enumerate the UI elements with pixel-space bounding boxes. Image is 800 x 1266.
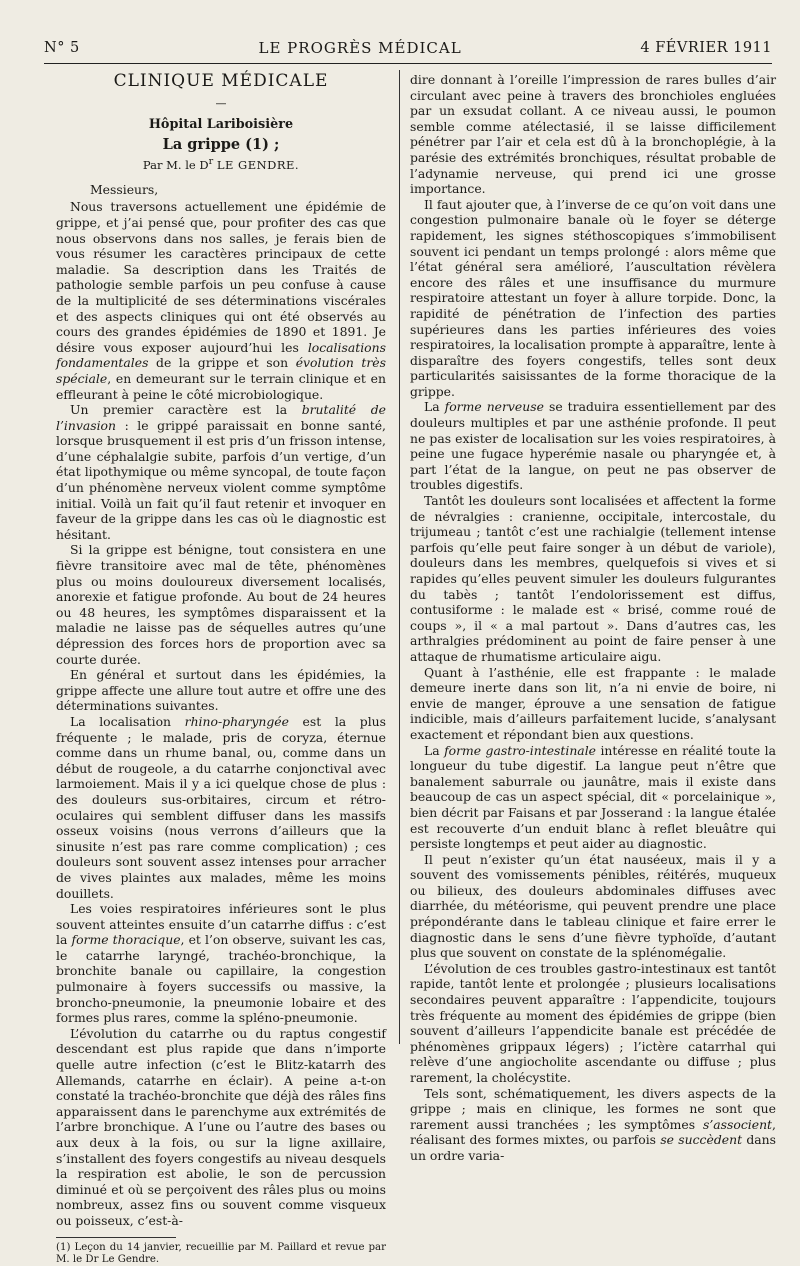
section-title: CLINIQUE MÉDICALE xyxy=(113,71,329,91)
text-run: Un premier caractère est la xyxy=(70,402,288,418)
emphasis: se succèdent xyxy=(660,1132,743,1148)
paragraph xyxy=(56,199,386,402)
paragraph: dire donnant à l’oreille l’impression de rares bulles d’air circulant avec peine à travers des bronchioles engluées par un exsudat collant. A ce niveau aussi, le poumon semble comme atélectasié, il se laisse difficilement pénétrer par l’air et cela est dû à la bronchoplégie, à la parésie des extrémités bronchiques, résultat probable de l’adynamie nerveuse, qui prend ici une grosse importance. xyxy=(410,72,776,197)
text-run: La localisation xyxy=(70,713,172,729)
text-run: , réalisant des formes mixtes, ou parfois xyxy=(410,1116,776,1148)
title-separator: — xyxy=(215,96,227,110)
text-run: dans un ordre varia- xyxy=(410,1132,777,1163)
issue-date: 4 FÉVRIER 1911 xyxy=(640,40,772,56)
paragraph: L’évolution de ces troubles gastro-intestinaux est tantôt rapide, tantôt lente et prolongée ; plusieurs localisations secondaires peuvent apparaître : l’appendicite, toujours très fréquente au moment des épidémies de grippe (bien souvent d’ailleurs l’appendicite banale est précédée de phénomènes grippaux légers) ; l’ictère catarrhal qui relève d’une angiocholite ascendante ou diffuse ; plus rarement, la cholécystite. xyxy=(410,960,776,1085)
footnote-rule xyxy=(56,1237,176,1238)
author-sup: r xyxy=(208,156,214,168)
text-run: La xyxy=(424,742,440,758)
text-run: : le grippé paraissait en bonne santé, lorsque brusquement il est pris d’un frisson intense, d’une céphalalgie subite, parfois d’un vertige, d’un état lipothymique ou même syncopal, de toute façon d’un phénomène nerveux violent comme symptôme initial. Voilà un fait qu’il faut retenir et invoquer en faveur de la grippe dans les cas où le diagnostic est hésitant. xyxy=(56,417,386,542)
salutation: Messieurs, xyxy=(90,181,159,197)
column-divider xyxy=(399,70,400,1044)
author-prefix: Par M. le D xyxy=(142,158,209,173)
hospital-name: Hôpital Lariboisière xyxy=(148,117,294,133)
emphasis: forme thoracique xyxy=(71,932,181,948)
paragraph: En général et surtout dans les épidémies, la grippe affecte une allure tout autre et offre une des déterminations suivantes. xyxy=(56,667,386,714)
left-column xyxy=(56,72,386,1266)
emphasis: brutalité de l’invasion xyxy=(56,402,386,433)
article-title: La grippe (1) ; xyxy=(162,135,280,153)
paragraph xyxy=(56,714,386,901)
text-run: se traduira essentiellement par des douleurs multiples et par une asthénie profonde. Il peut ne pas exister de localisation sur les voies respiratoires, à peine une fugace hyperémie nasale ou pharyngée et, à part l’état de la langue, on peut ne pas observer de troubles digestifs. xyxy=(410,399,776,493)
paragraph: Il faut ajouter que, à l’inverse de ce qu’on voit dans une congestion pulmonaire banale où le foyer se déterge rapidement, les signes stéthoscopiques s’immobilisent souvent ici pendant un temps prolongé : alors même que l’état général sera amélioré, l’auscultation révèlera encore des râles et une insuffisance du murmure respiratoire attestant un foyer à allure torpide. Donc, la rapidité de pénétration de l’infection des parties supérieures dans les parties inférieures des voies respiratoires, la localisation prompte à apparaître, lente à disparaître des foyers congestifs, telles sont deux particularités saisissantes de la forme thoracique de la grippe. xyxy=(410,196,776,399)
text-run: , et l’on observe, suivant les cas, le catarrhe laryngé, trachéo-bronchique, la bronchite banale ou capillaire, la congestion pulmonaire à foyers successifs ou massive, la broncho-pneumonie, la pneumonie lobaire et des formes plus rares, comme la spléno-pneumonie. xyxy=(56,932,386,1026)
paragraph: L’évolution du catarrhe ou du raptus congestif descendant est plus rapide que dans n’importe quelle autre infection (c’est le Blitz-katarrh des Allemands, catarrhe en éclair). A peine a-t-on constaté la trachéo-bronchite que déjà des râles fins apparaissent dans le parenchyme aux extrémités de l’arbre bronchique. A l’une ou l’autre des bases ou aux deux à la fois, ou sur la ligne axillaire, s’installent des foyers congestifs au niveau desquels la respiration est abolie, le son de percussion diminué et où se perçoivent des râles plus ou moins nombreux, assez fins ou souvent comme visqueux ou poisseux, c’est-à- xyxy=(56,1025,386,1228)
text-run: Tels sont, schématiquement, les divers aspects de la grippe ; mais en clinique, les formes ne sont que rarement aussi tranchées ; les symptômes xyxy=(410,1085,776,1132)
text-run: est la plus fréquente ; le malade, pris de coryza, éternue comme dans un rhume banal, ou, comme dans un début de rougeole, a du catarrhe conjonctival avec larmoiement. Mais il y a ici quelque chose de plus : des douleurs sus-orbitaires, circum et rétro-oculaires qui semblent diffuser dans les massifs osseux voisins (nous verrons d’ailleurs que la sinusite n’est pas rare comme complication) ; ces douleurs sont souvent assez intenses pour arracher de vives plaintes aux malades, même les moins douillets. xyxy=(56,713,386,901)
text-run: , en demeurant sur le terrain clinique et en effleurant à peine le côté microbiologique. xyxy=(56,370,386,402)
emphasis: rhino-pharyngée xyxy=(184,713,289,729)
author-name: LE GENDRE. xyxy=(216,158,300,173)
emphasis: forme nerveuse xyxy=(444,399,544,415)
paragraph xyxy=(410,1086,776,1164)
paragraph: Si la grippe est bénigne, tout consistera en une fièvre transitoire avec mal de tête, phénomènes plus ou moins douloureux diversement localisés, anorexie et fatigue profonde. Au bout de 24 heures ou 48 heures, les symptômes disparaissent et la maladie ne laisse pas de séquelles autres qu’une dépression des forces hors de proportion avec sa courte durée. xyxy=(56,542,386,667)
author-line xyxy=(56,154,386,173)
paragraph xyxy=(56,402,386,542)
text-run: La xyxy=(424,399,440,415)
emphasis: s’associent xyxy=(702,1116,773,1132)
text-run: Nous traversons actuellement une épidémie de grippe, et j’ai pensé que, pour profiter des cas que nous observons dans nos salles, je ferais bien de vous résumer les caractères principaux de cette maladie. Sa description dans les Traités de pathologie semble parfois un peu confuse à cause de la multiplicité de ses déterminations viscérales et des aspects cliniques qui ont été observés au cours des grandes épidémies de 1890 et 1891. Je désire vous exposer aujourd’hui les xyxy=(56,199,386,355)
paragraph: Il peut n’exister qu’un état nauséeux, mais il y a souvent des vomissements pénibles, réitérés, muqueux ou bilieux, des douleurs abdominales diffuses avec diarrhée, du météorisme, qui peuvent prendre une place prépondérante dans le tableau clinique et faire errer le diagnostic dans le sens d’une fièvre typhoïde, d’autant plus que souvent on constate de la splénomégalie. xyxy=(410,851,776,961)
emphasis: localisations fondamentales xyxy=(56,339,386,371)
emphasis: forme gastro-intestinale xyxy=(444,742,596,758)
journal-title: LE PROGRÈS MÉDICAL xyxy=(258,39,462,57)
emphasis: évolution très spéciale xyxy=(56,355,386,386)
paragraph xyxy=(410,743,776,852)
running-header xyxy=(44,36,772,60)
right-column xyxy=(410,72,776,1164)
issue-number: N° 5 xyxy=(44,40,80,56)
paragraph: Tantôt les douleurs sont localisées et affectent la forme de névralgies : cranienne, occipitale, intercostale, du trijumeau ; tantôt c’est une rachialgie (tellement intense parfois qu’elle peut faire songer à un début de variole), douleurs dans les membres, quelquefois si vives et si rapides qu’elles peuvent simuler les douleurs fulgurantes du tabès ; tantôt l’endolorissement est diffus, contusiforme : le malade est « brisé, comme roué de coups », il « a mal partout ». Dans d’autres cas, les arthralgies prédominent au point de faire penser à une attaque de rhumatisme articulaire aigu. xyxy=(410,493,776,664)
header-rule xyxy=(44,63,772,64)
text-run: Les voies respiratoires inférieures sont le plus souvent atteintes ensuite d’un catarrhe diffus : c’est la xyxy=(56,901,386,948)
text-run: de la grippe et son xyxy=(156,355,289,371)
text-run: intéresse en réalité toute la longueur du tube digestif. La langue peut n’être que banalement saburrale ou jaunâtre, mais il existe dans beaucoup de cas un aspect spécial, dit « porcelainique », bien décrit par Faisans et par Josserand : la langue étalée est recouverte d’un enduit blanc à reflet bleuâtre qui persiste longtemps et peut aider au diagnostic. xyxy=(410,742,776,852)
paragraph xyxy=(56,901,386,1026)
footnote: (1) Leçon du 14 janvier, recueillie par M. Paillard et revue par M. le Dr Le Gendre. xyxy=(56,1241,386,1265)
paragraph xyxy=(410,399,776,493)
paragraph: Quant à l’asthénie, elle est frappante : le malade demeure inerte dans son lit, n’a ni envie de boire, ni envie de manger, éprouve a une sensation de fatigue indicible, mais d’ailleurs parfaitement lucide, s’analysant exactement et répondant bien aux questions. xyxy=(410,664,776,742)
